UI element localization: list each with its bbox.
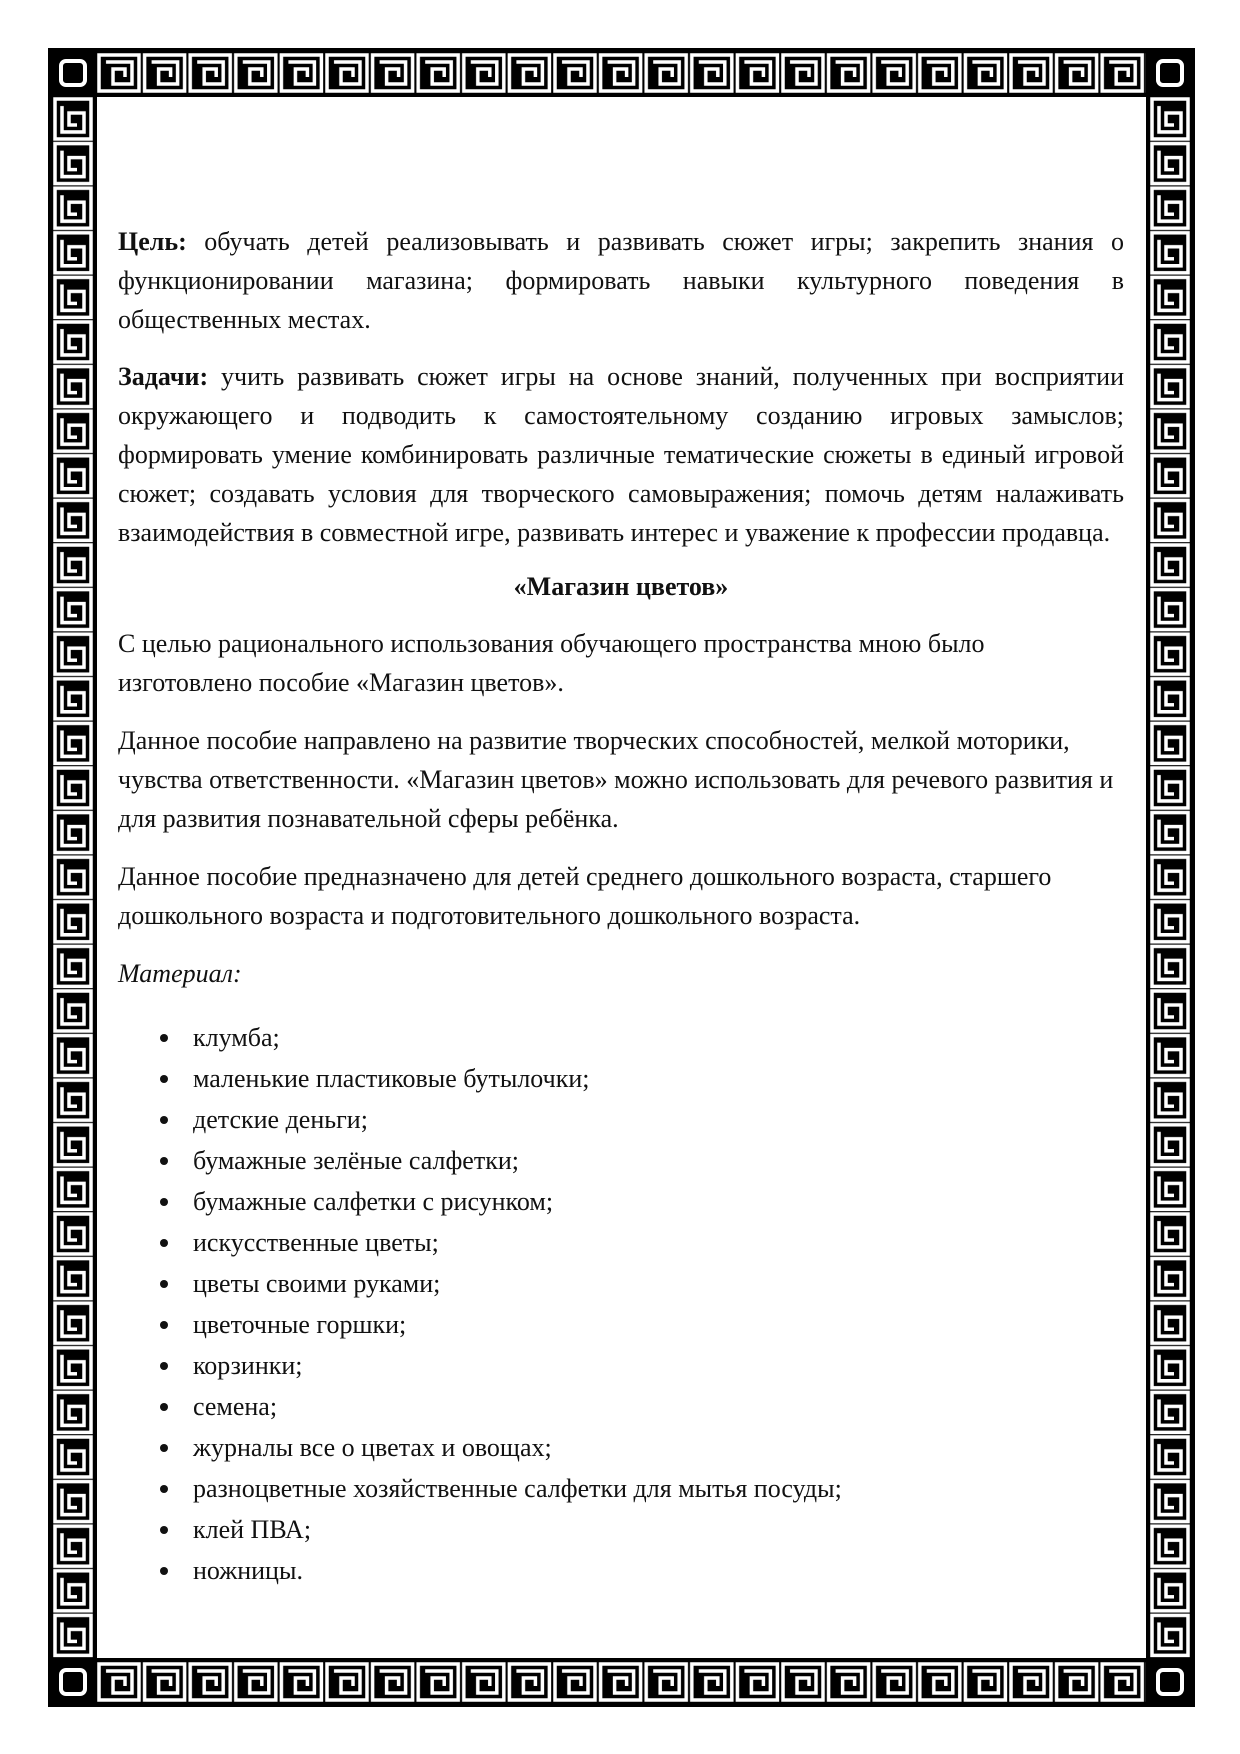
- goal-label: Цель:: [118, 227, 187, 256]
- list-item: искусственные цветы;: [118, 1222, 1124, 1263]
- section-title: «Магазин цветов»: [513, 572, 729, 601]
- list-item: ножницы.: [118, 1550, 1124, 1591]
- corner-ornament-icon: [1149, 1661, 1191, 1703]
- intro-paragraph: С целью рационального использования обучающего пространства мною было изготовлено пособие «Магазин цветов».: [118, 629, 985, 697]
- list-item: корзинки;: [118, 1345, 1124, 1386]
- list-item: журналы все о цветах и овощах;: [118, 1427, 1124, 1468]
- audience-paragraph: Данное пособие предназначено для детей среднего дошкольного возраста, старшего дошкольного возраста и подготовительного дошкольного возраста.: [118, 862, 1052, 930]
- list-item: бумажные зелёные салфетки;: [118, 1140, 1124, 1181]
- list-item: семена;: [118, 1386, 1124, 1427]
- list-item: цветы своими руками;: [118, 1263, 1124, 1304]
- document-body: [118, 222, 1124, 1591]
- list-item: цветочные горшки;: [118, 1304, 1124, 1345]
- goal-text: обучать детей реализовывать и развивать сюжет игры; закрепить знания о функционировании магазина; формировать навыки культурного поведения в общественных местах.: [118, 227, 1124, 334]
- corner-ornament-icon: [52, 52, 94, 94]
- corner-ornament-icon: [52, 1661, 94, 1703]
- greek-key-border-right: [1149, 97, 1191, 1658]
- list-item: клей ПВА;: [118, 1509, 1124, 1550]
- tasks-paragraph: [118, 357, 1124, 552]
- list-item: детские деньги;: [118, 1099, 1124, 1140]
- greek-key-border-bottom: [97, 1661, 1146, 1703]
- materials-list: [118, 1017, 1124, 1591]
- goal-paragraph: [118, 222, 1124, 339]
- greek-key-border-left: [52, 97, 94, 1658]
- list-item: клумба;: [118, 1017, 1124, 1058]
- greek-key-border-top: [97, 52, 1146, 94]
- purpose-paragraph: Данное пособие направлено на развитие творческих способностей, мелкой моторики, чувства ответственности. «Магазин цветов» можно использовать для речевого развития и для развития познавательной сферы ребёнка.: [118, 726, 1114, 833]
- tasks-text: учить развивать сюжет игры на основе знаний, полученных при восприятии окружающего и подводить к самостоятельному созданию игровых замыслов; формировать умение комбинировать различные тематические сюжеты в единый игровой сюжет; создавать условия для творческого самовыражения; помочь детям налаживать взаимодействия в совместной игре, развивать интерес и уважение к профессии продавца.: [118, 362, 1124, 547]
- list-item: бумажные салфетки с рисунком;: [118, 1181, 1124, 1222]
- list-item: разноцветные хозяйственные салфетки для мытья посуды;: [118, 1468, 1124, 1509]
- list-item: маленькие пластиковые бутылочки;: [118, 1058, 1124, 1099]
- corner-ornament-icon: [1149, 52, 1191, 94]
- material-label: Материал:: [118, 959, 242, 988]
- tasks-label: Задачи:: [118, 362, 209, 391]
